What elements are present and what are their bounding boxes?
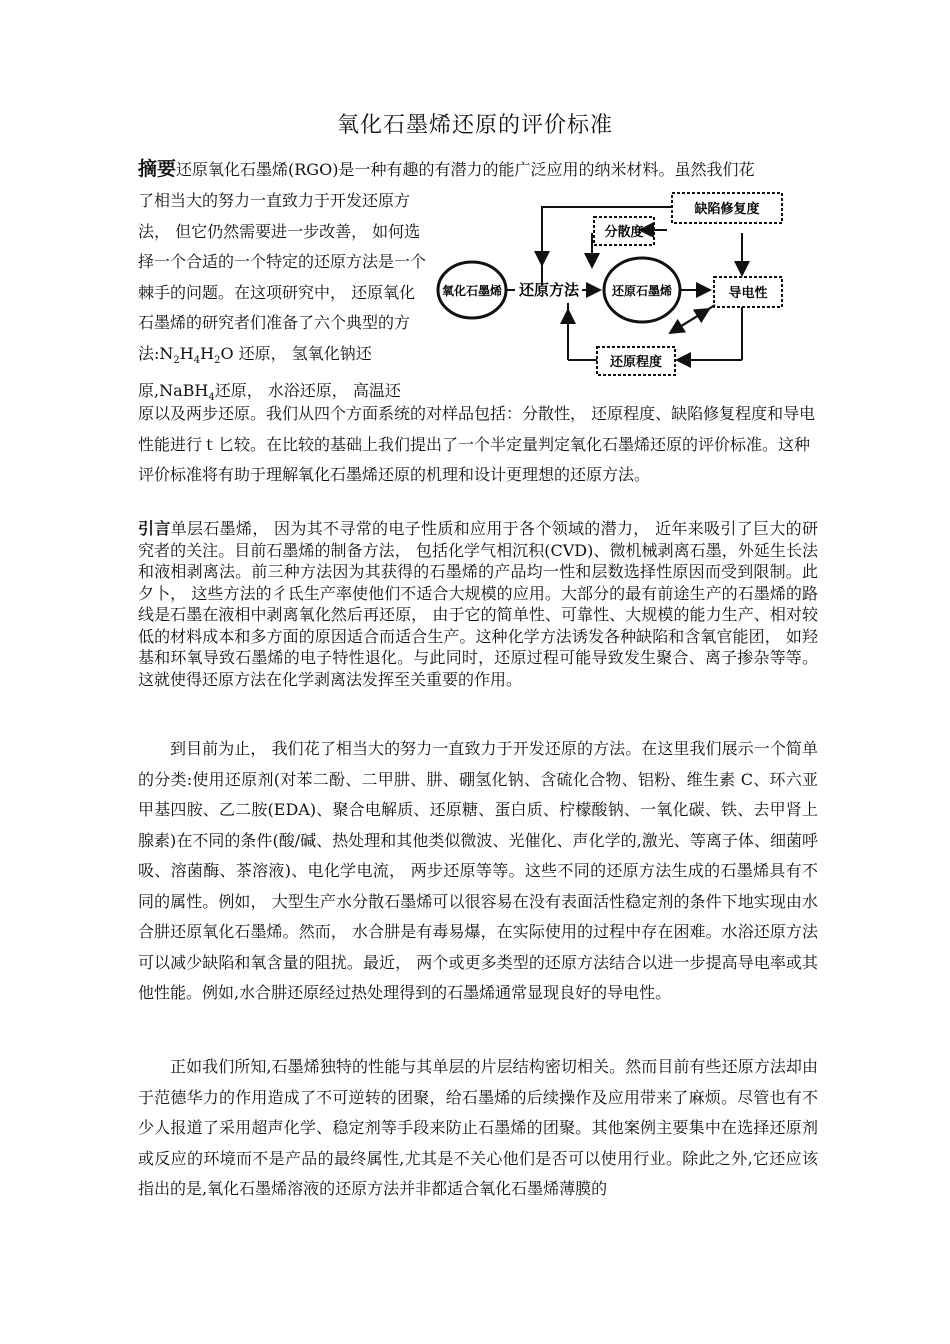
body-paragraph-1: 到目前为止， 我们花了相当大的努力一直致力于开发还原的方法。在这里我们展示一个简单的分类:使用还原剂(对苯二酚、二甲肼、肼、硼氢化钠、含硫化合物、铝粉、维生素 C、环六亚甲基四胺、乙二胺(EDA)、聚合电解质、还原糖、蛋白质、柠檬酸钠、一氧化碳、铁、去甲肾上腺素)在不同的条件(酸/碱、热处理和其他类似微波、光催化、声化学的,激光、等离子体、细菌呼吸、溶菌酶、茶溶液)、电化学电流， 两步还原等等。这些不同的还原方法生成的石墨烯具有不同的属性。例如， 大型生产水分散石墨烯可以很容易在没有表面活性稳定剂的条件下地实现由水合肼还原氧化石墨烯。然而， 水合肼是有毒易爆，在实际使用的过程中存在困难。水浴还原方法可以减少缺陷和氧含量的阻扰。最近， 两个或更多类型的还原方法结合以进一步提高导电率或其他性能。例如,水合肼还原经过热处理得到的石墨烯通常显现良好的导电性。 xyxy=(138,739,818,1002)
node-reduced-graphene-label: 还原石墨烯 xyxy=(611,284,673,298)
box-reduction-degree-label: 还原程度 xyxy=(609,355,663,370)
abstract-tail-text: 原以及两步还原。我们从四个方面系统的对样品包括：分散性， 还原程度、缺陷修复程度和导电性能进行ｔ匕较。在比较的基础上我们提出了一个半定量判定氧化石墨烯还原的评价标准。这种评价标准将有助于理解氧化石墨烯还原的机理和设计更理想的还原方法。 xyxy=(138,404,816,484)
intro-text: 单层石墨烯， 因为其不寻常的电子性质和应用于各个领域的潜力， 近年来吸引了巨大的研究者的关注。目前石墨烯的制备方法， 包括化学气相沉积(CVD)、微机械剥离石墨，外延生长法和液相剥离法。前三种方法因为其获得的石墨烯的产品均一性和层数选择性原因而受到限制。此夕卜， 这些方法的彳氐生产率使他们不适合大规模的应用。大部分的最有前途生产的石墨烯的路线是石墨在液相中剥离氧化然后再还原， 由于它的简单性、可靠性、大规模的能力生产、相对较低的材料成本和多方面的原因适合而适合生产。这种化学方法诱发各种缺陷和含氧官能团， 如羟基和环氧导致石墨烯的电子特性退化。与此同时，还原过程可能导致发生聚合、离子掺杂等等。这就使得还原方法在化学剥离法发挥至关重要的作用。 xyxy=(138,519,818,689)
body-paragraph-2: 正如我们所知,石墨烯独特的性能与其单层的片层结构密切相关。然而目前有些还原方法却由于范德华力的作用造成了不可逆转的团聚，给石墨烯的后续操作及应用带来了麻烦。尽管也有不少人报道了采用超声化学、稳定剂等手段来防止石墨烯的团聚。其他案例主要集中在选择还原剂或反应的环境而不是产品的最终属性,尤其是不关心他们是否可以使用行业。除此之外,它还应该指出的是,氧化石墨烯溶液的还原方法并非都适合氧化石墨烯薄膜的 xyxy=(138,1057,818,1198)
box-defect-repair-label: 缺陷修复度 xyxy=(694,202,760,217)
introduction-section xyxy=(138,518,818,690)
abstract-text-part3: 还原， 水浴还原， 高温还 xyxy=(214,381,401,401)
abstract-first-line xyxy=(138,155,818,184)
subscript: 4 xyxy=(208,392,215,404)
abstract-text-part2: O 还原， 氢氧化钠还原,NaBH xyxy=(138,343,372,401)
box-dispersion-label: 分散度 xyxy=(604,225,644,240)
node-graphene-oxide-label: 氧化石墨烯 xyxy=(441,284,503,298)
subscript: 4 xyxy=(193,354,201,366)
intro-keyword: 引言 xyxy=(138,519,171,538)
abstract-wrapped-text xyxy=(138,186,428,414)
abstract-text-h: H xyxy=(179,343,194,363)
subscript: 2 xyxy=(173,354,180,366)
diagram-arrow xyxy=(670,309,709,333)
page-title: 氧化石墨烯还原的评价标准 xyxy=(336,113,613,138)
abstract-first-text: 还原氧化石墨烯(RGO)是一种有趣的有潜力的能广泛应用的纳米材料。虽然我们花 xyxy=(176,160,755,179)
abstract-keyword: 摘要 xyxy=(138,158,177,180)
reduction-diagram xyxy=(432,185,792,395)
box-conductivity-label: 导电性 xyxy=(728,286,768,301)
subscript: 2 xyxy=(214,354,221,366)
method-label: 还原方法 xyxy=(518,281,580,299)
abstract-text-h2: H xyxy=(200,343,215,363)
abstract-text-part1: 了相当大的努力一直致力于开发还原方法， 但它仍然需要进一步改善， 如何选择一个合适的一个特定的还原方法是一个棘手的问题。在这项研究中， 还原氧化石墨烯的研究者们准备了六个典型的方法:N xyxy=(138,191,427,363)
